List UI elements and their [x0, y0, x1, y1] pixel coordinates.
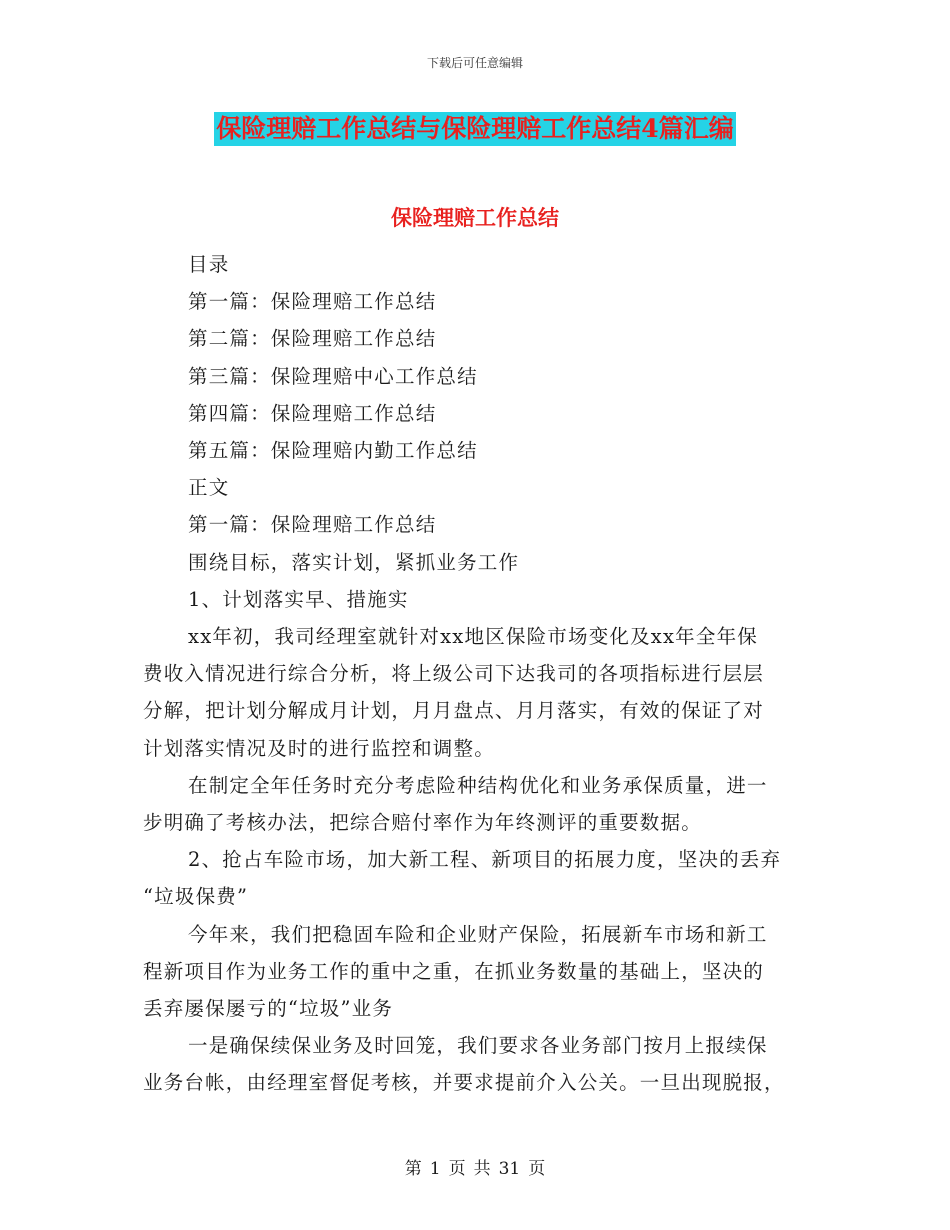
- paragraph-3-line: 今年来，我们把稳固车险和企业财产保险，拓展新车市场和新工: [188, 922, 768, 946]
- paragraph-4-line: 一是确保续保业务及时回笼，我们要求各业务部门按月上报续保: [188, 1034, 768, 1058]
- toc-item: 第四篇：保险理赔工作总结: [188, 401, 437, 425]
- paragraph-2-line: 在制定全年任务时充分考虑险种结构优化和业务承保质量，进一: [188, 773, 768, 797]
- toc-heading: 目录: [188, 253, 230, 276]
- paragraph-1-line: 费收入情况进行综合分析，将上级公司下达我司的各项指标进行层层: [143, 662, 765, 686]
- section-title: 保险理赔工作总结: [391, 205, 559, 230]
- total-pages: 31: [498, 1159, 521, 1179]
- toc-item: 第五篇：保险理赔内勤工作总结: [188, 439, 478, 463]
- paragraph-3-line: 程新项目作为业务工作的重中之重，在抓业务数量的基础上，坚决的: [143, 959, 765, 983]
- paragraph-1-line: xx年初，我司经理室就针对xx地区保险市场变化及xx年全年保: [188, 625, 758, 649]
- document-title: 保险理赔工作总结与保险理赔工作总结4篇汇编: [214, 112, 735, 146]
- footer-suffix: 页: [528, 1159, 546, 1179]
- toc-item: 第一篇：保险理赔工作总结: [188, 290, 437, 314]
- toc-item: 第三篇：保险理赔中心工作总结: [188, 364, 478, 388]
- document-title-container: [0, 112, 950, 146]
- heading-2-line: “垃圾保费”: [143, 885, 249, 909]
- heading-1: 1、计划落实早、措施实: [188, 587, 409, 611]
- paragraph-1-line: 计划落实情况及时的进行监控和调整。: [143, 736, 495, 760]
- footer-page-word: 页: [448, 1159, 466, 1179]
- paragraph-4-line: 业务台帐，由经理室督促考核，并要求提前介入公关。一旦出现脱报，: [143, 1071, 785, 1095]
- heading-2-line: 2、抢占车险市场，加大新工程、新项目的拓展力度，坚决的丢弃: [188, 848, 782, 872]
- paragraph-1-line: 分解，把计划分解成月计划，月月盘点、月月落实，有效的保证了对: [143, 699, 765, 723]
- footer-prefix: 第: [404, 1159, 422, 1179]
- paragraph-3-line: 丢弃屡保屡亏的“垃圾”业务: [143, 997, 394, 1021]
- toc-item: 第二篇：保险理赔工作总结: [188, 327, 437, 351]
- theme-line: 围绕目标，落实计划，紧抓业务工作: [188, 550, 520, 574]
- chapter-title: 第一篇：保险理赔工作总结: [188, 513, 437, 537]
- page-number: 1: [429, 1159, 441, 1179]
- page-header-note: 下载后可任意编辑: [426, 56, 523, 70]
- document-body: [143, 246, 807, 1102]
- paragraph-2-line: 步明确了考核办法，把综合赔付率作为年终测评的重要数据。: [143, 811, 702, 835]
- footer-total-prefix: 共: [473, 1159, 491, 1179]
- body-section-label: 正文: [188, 476, 230, 500]
- page-footer: [0, 1154, 950, 1179]
